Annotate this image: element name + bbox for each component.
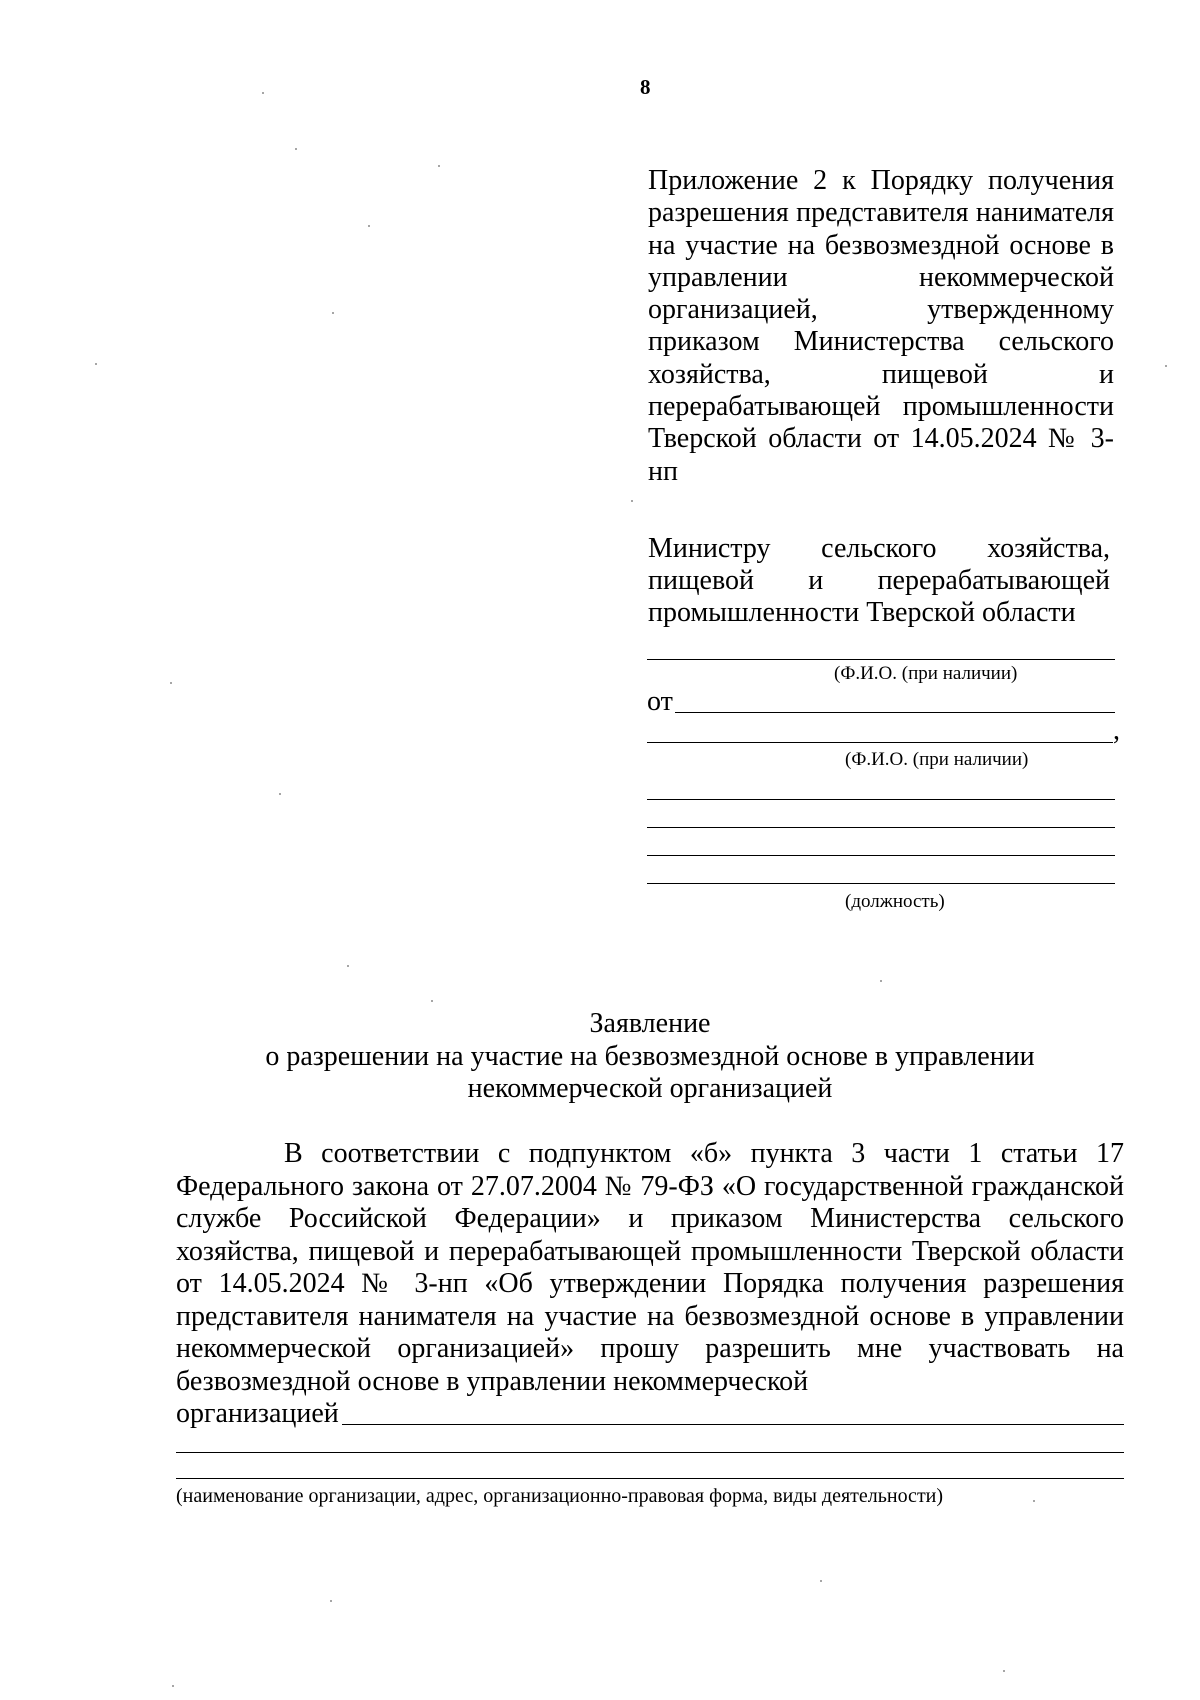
scan-speck — [332, 312, 334, 314]
scan-speck — [172, 1685, 174, 1687]
addressee-fio-line — [647, 659, 1115, 660]
document-title — [176, 1008, 1124, 1106]
sender-fio-caption: (Ф.И.О. (при наличии) — [845, 749, 1029, 770]
position-line-1 — [647, 799, 1115, 800]
scan-speck — [279, 793, 281, 795]
scan-speck — [95, 363, 97, 365]
scan-speck — [330, 1600, 332, 1602]
scan-speck — [820, 1580, 822, 1582]
page-number: 8 — [640, 75, 651, 99]
sender-fio-line-1 — [675, 712, 1115, 713]
scan-speck — [1033, 1500, 1035, 1502]
position-line-2 — [647, 827, 1115, 828]
scan-speck — [1165, 365, 1167, 367]
appendix-header: Приложение 2 к Порядку получения разрешения представителя нанимателя на участие на безвозмездной основе в управлении некоммерческой организацией, утвержденному приказом Министерства сельского хозяйства, пищевой и перерабатывающей промышленности Тверской области от 14.05.2024 № 3-нп — [648, 165, 1114, 487]
scan-speck — [631, 500, 633, 502]
addressee-fio-caption: (Ф.И.О. (при наличии) — [834, 663, 1018, 684]
from-label: от — [647, 686, 673, 717]
sender-fio-comma: , — [1113, 715, 1120, 746]
title-line-2: о разрешении на участие на безвозмездной основе в управлении — [265, 1040, 1035, 1072]
body-last-word: организацией — [176, 1398, 339, 1429]
scan-speck — [1003, 1670, 1005, 1672]
position-caption: (должность) — [845, 891, 945, 912]
scan-speck — [880, 980, 882, 982]
scan-speck — [431, 1000, 433, 1002]
scan-speck — [368, 225, 370, 227]
sender-fio-line-2 — [647, 742, 1113, 743]
position-line-3 — [647, 855, 1115, 856]
scan-speck — [295, 148, 297, 150]
scan-speck — [347, 965, 349, 967]
organization-caption: (наименование организации, адрес, организационно-правовая форма, виды деятельности) — [176, 1485, 944, 1507]
organization-line-1 — [342, 1424, 1124, 1425]
title-line-1: Заявление — [589, 1008, 711, 1039]
scan-speck — [262, 92, 264, 94]
addressee-block: Министру сельского хозяйства, пищевой и перерабатывающей промышленности Тверской области — [648, 533, 1110, 628]
scan-speck — [170, 682, 172, 684]
position-line-4 — [647, 883, 1115, 884]
organization-line-3 — [176, 1478, 1124, 1479]
body-paragraph: В соответствии с подпунктом «б» пункта 3 части 1 статьи 17 Федерального закона от 27.07.2004 № 79-ФЗ «О государственной гражданской службе Российской Федерации» и приказом Министерства сельского хозяйства, пищевой и перерабатывающей промышленности Тверской области от 14.05.2024 № 3-нп «Об утверждении Порядка получения разрешения представителя нанимателя на участие на безвозмездной основе в управлении некоммерческой организацией» прошу разрешить мне участвовать на безвозмездной основе в управлении некоммерческой — [176, 1138, 1124, 1397]
organization-line-2 — [176, 1452, 1124, 1453]
title-line-3: некоммерческой организацией — [467, 1073, 833, 1104]
scan-speck — [438, 165, 440, 167]
